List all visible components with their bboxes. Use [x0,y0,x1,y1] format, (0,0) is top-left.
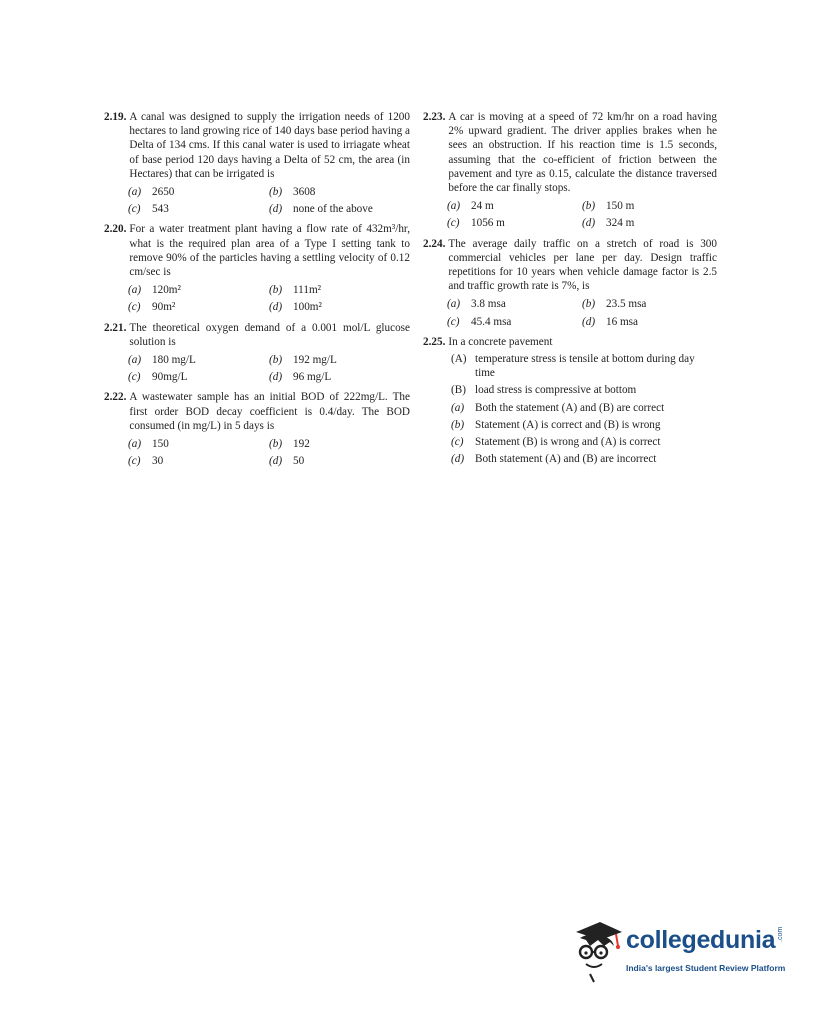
question-text: A canal was designed to supply the irrigation needs of 1200 hectares to land growing rice of 140 days base period having a Delta of 134 cms. If this canal water is used to irriagate wheat of base period 120 days having a Delta of 52 cm, the area (in Hectares) that can be irrigated is [129,111,410,180]
question-2-20 [104,222,410,314]
option [582,216,717,230]
question-text: A wastewater sample has an initial BOD of 222mg/L. The first order BOD decay coefficient is 0.4/day. The BOD consumed (in mg/L) in 5 days is [129,391,410,432]
option-text: 100m² [293,301,322,314]
option-label: (c) [128,301,141,314]
option [128,353,269,367]
option-text: 180 mg/L [152,354,196,367]
options [104,353,410,384]
brand-tagline: India's largest Student Review Platform [626,963,786,973]
option-label: (a) [447,200,461,213]
statement-text: load stress is compressive at bottom [475,384,637,397]
option-text: none of the above [293,203,373,216]
question-text: A car is moving at a speed of 72 km/hr on a road having 2% upward gradient. The driver applies brakes when he sees an obstruction. If his reaction time is 1.5 seconds, assuming that the co-efficient of friction between the pavement and tyre as 0.15, calculate the distance traversed before the car finally stops. [448,111,717,195]
option [447,216,582,230]
left-column [104,110,410,474]
option-text: 45.4 msa [471,315,512,328]
question-number: 2.22. [104,391,127,404]
option-label: (d) [269,301,283,314]
question-number: 2.25. [423,335,446,348]
brand-tld: .com [777,926,784,942]
option [451,435,717,449]
option [128,454,269,468]
statement [451,352,717,380]
option-label: (a) [128,186,142,199]
option-label: (b) [582,200,596,213]
question-2-25 [423,335,717,467]
option-label: (b) [269,438,283,451]
option-label: (b) [582,298,596,311]
option-label: (d) [269,455,283,468]
option [447,297,582,311]
option-text: 120m² [152,284,181,297]
option [451,418,717,432]
options [423,199,717,230]
question-2-23 [423,110,717,231]
statement-label: (B) [451,384,466,397]
question-number: 2.23. [423,111,446,123]
collegedunia-logo [570,918,790,988]
right-column [423,110,717,472]
option [269,454,410,468]
option [447,199,582,213]
option-label: (a) [447,298,461,311]
option-label: (a) [128,284,142,297]
option-text: 3608 [293,186,316,199]
option [269,185,410,199]
question-number: 2.21. [104,321,127,334]
option-label: (b) [269,354,283,367]
option [269,202,410,216]
question-text: The average daily traffic on a stretch of road is 300 commercial vehicles per lane per day. Design traffic repetitions for 10 years when vehicle damage factor is 2.5 and traffic growth rate is 7%, is [448,237,717,293]
question-number: 2.20. [104,223,127,236]
option-text: Statement (A) is correct and (B) is wrong [475,418,661,431]
option [451,401,717,415]
option-label: (b) [451,418,465,431]
options [104,437,410,468]
question-2-19 [104,110,410,216]
option-label: (c) [128,371,141,384]
option-text: 90mg/L [152,371,188,384]
option-label: (a) [128,438,142,451]
question-2-22 [104,390,410,468]
option [269,353,410,367]
option-label: (c) [128,203,141,216]
mascot-icon [570,918,624,984]
option-text: Statement (B) is wrong and (A) is correct [475,436,661,449]
option-text: 50 [293,455,305,468]
option-text: 16 msa [606,315,639,328]
option-text: 96 mg/L [293,371,332,384]
option [447,315,582,329]
option-text: 2650 [152,186,175,199]
option-label: (a) [128,354,142,367]
option [128,437,269,451]
options [104,185,410,216]
option [582,199,717,213]
statement-text: temperature stress is tensile at bottom during day time [475,353,695,380]
option-text: 150 [152,438,169,451]
option-label: (d) [582,315,596,328]
option-text: Both statement (A) and (B) are incorrect [475,453,657,466]
option-text: 24 m [471,200,494,213]
statements [423,352,717,466]
question-2-24 [423,237,717,329]
brand-name: collegedunia [626,926,776,954]
option-label: (d) [451,453,465,466]
option-text: 150 m [606,200,635,213]
option [269,437,410,451]
option-text: Both the statement (A) and (B) are correct [475,401,665,414]
option-label: (a) [451,401,465,414]
option-text: 192 mg/L [293,354,337,367]
option-text: 111m² [293,284,322,297]
option-label: (d) [269,371,283,384]
option [451,452,717,466]
option [269,300,410,314]
option-text: 192 [293,438,310,451]
option-text: 543 [152,203,169,216]
question-text: The theoretical oxygen demand of a 0.001 mol/L glucose solution is [129,321,410,348]
option-label: (c) [128,455,141,468]
options [104,283,410,314]
statement [451,383,717,397]
option-text: 324 m [606,217,635,230]
option-label: (c) [447,217,460,230]
question-number: 2.24. [423,237,446,250]
option [128,370,269,384]
option [269,283,410,297]
options [423,297,717,328]
option-text: 23.5 msa [606,298,647,311]
statement-label: (A) [451,353,467,366]
option [269,370,410,384]
option [582,315,717,329]
option-text: 1056 m [471,217,505,230]
option-label: (d) [269,203,283,216]
option-label: (d) [582,217,596,230]
question-text: In a concrete pavement [448,335,553,348]
option [582,297,717,311]
option-label: (b) [269,284,283,297]
option-label: (c) [447,315,460,328]
option-label: (c) [451,436,464,449]
question-number: 2.19. [104,111,127,123]
option [128,185,269,199]
option [128,202,269,216]
option [128,300,269,314]
option [128,283,269,297]
option-label: (b) [269,186,283,199]
question-text: For a water treatment plant having a flow rate of 432m³/hr, what is the required plan area of a Type I setting tank to remove 90% of the particles having a settling velocity of 0.12 cm/sec is [129,223,410,279]
question-2-21 [104,321,410,385]
option-text: 90m² [152,301,176,314]
option-text: 30 [152,455,164,468]
option-text: 3.8 msa [471,298,506,311]
